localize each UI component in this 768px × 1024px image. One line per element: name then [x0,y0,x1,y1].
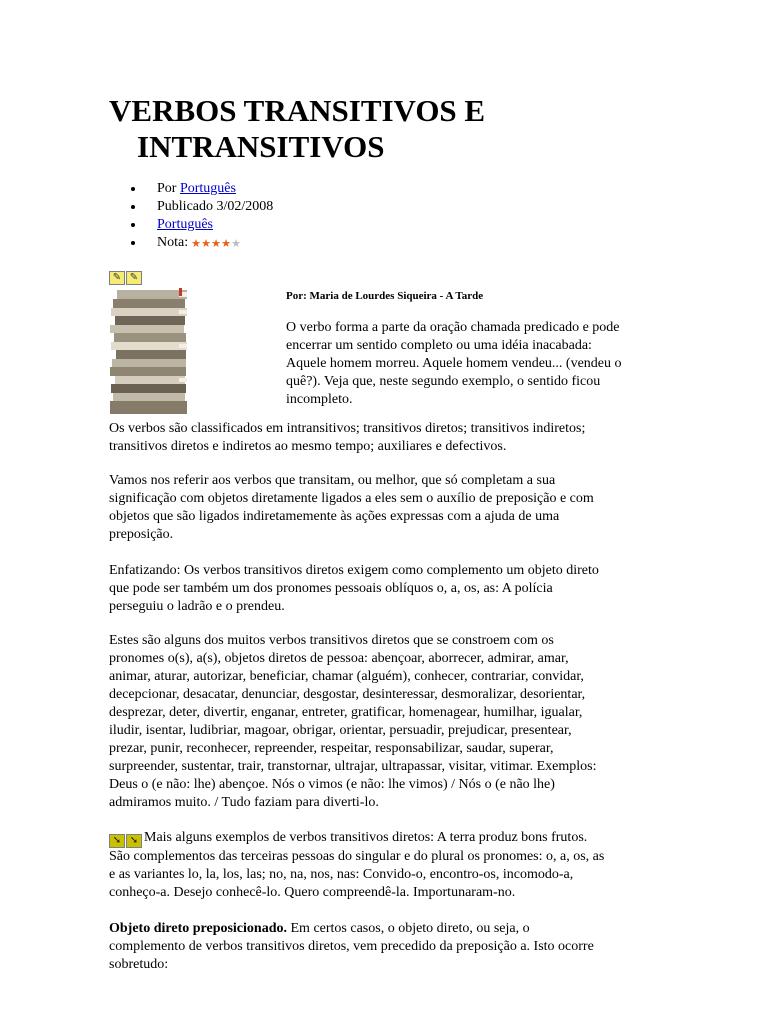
article-meta [109,180,273,252]
text-line: O verbo forma a parte da oração chamada predicado e pode [286,320,620,335]
text-line: encerrar um sentido completo ou uma idéia inacabada: [286,338,592,353]
text-line: incompleto. [286,392,353,407]
text-line: preposição. [109,527,174,542]
meta-published: Publicado 3/02/2008 [109,198,273,216]
arrow-icon[interactable]: ➘ [109,834,125,848]
section-heading: Objeto direto preposicionado. [109,921,287,936]
paragraph-verb-list [109,632,669,812]
meta-rating [109,234,273,252]
arrow-icon[interactable]: ➘ [126,834,142,848]
title-line-1: VERBOS TRANSITIVOS E [109,93,486,128]
rating-label: Nota: [157,235,189,250]
pencil-icon[interactable]: ✎ [109,271,125,285]
paragraph-prepositioned [109,920,669,974]
text-line: significação com objetos diretamente ligados a eles sem o auxílio de preposição e com [109,491,594,506]
star-filled-icon[interactable]: ★ [221,238,231,250]
text-line: e as variantes lo, la, los, las; no, na, nos, nas: Convido-o, encontro-os, incomodo-a, [109,867,574,882]
text-line: Vamos nos referir aos verbos que transitam, ou melhor, que só completam a sua [109,473,556,488]
text-line: Enfatizando: Os verbos transitivos diretos exigem como complemento um objeto direto [109,563,599,578]
byline: Por: Maria de Lourdes Siqueira - A Tarde [286,290,484,302]
books-stack-image [109,288,251,416]
paragraph-classification [109,420,669,456]
text-line: Os verbos são classificados em intransitivos; transitivos diretos; transitivos indiretos; [109,421,586,436]
text-line: Deus o (e não: lhe) abençoe. Nós o vimos (e não: lhe vimos) / Nós o (e não lhe) [109,777,555,792]
text-line: surpreender, sustentar, trair, transtornar, ultrajar, ultrapassar, visitar, vitimar. Exemplos: [109,759,597,774]
meta-author [109,180,273,198]
text-line: transitivos diretos e indiretos ao mesmo tempo; auxiliares e defectivos. [109,439,507,454]
star-filled-icon[interactable]: ★ [191,238,201,250]
text-line: conheço-a. Desejo conhecê-lo. Quero compreendê-la. Importunaram-no. [109,885,516,900]
meta-category [109,216,273,234]
paragraph-emphasis [109,562,669,616]
text-line: São complementos das terceiras pessoas do singular e do plural os pronomes: o, a, os, as [109,849,605,864]
paragraph-transit [109,472,669,544]
star-filled-icon[interactable]: ★ [201,238,211,250]
text-line: desprezar, deter, divertir, enganar, entreter, gratificar, homenagear, humilhar, igualar, [109,705,583,720]
text-line: objetos que são ligados indiretamemente às ações expressas com a ajuda de uma [109,509,560,524]
text-line: Estes são alguns dos muitos verbos transitivos diretos que se constroem com os [109,633,554,648]
category-link[interactable]: Português [157,217,213,232]
text-line: animar, aturar, autorizar, beneficiar, chamar (alguém), conhecer, contrariar, convidar, [109,669,584,684]
pencil-icon[interactable]: ✎ [126,271,142,285]
star-empty-icon[interactable]: ★ [231,238,241,250]
author-prefix: Por [157,181,180,196]
text-line: iludir, isentar, ludibriar, magoar, obrigar, orientar, persuadir, prejudicar, presentear, [109,723,572,738]
text-line: que pode ser também um dos pronomes pessoais oblíquos o, a, os, as: A polícia [109,581,553,596]
text-line: Aquele homem morreu. Aquele homem vendeu... (vendeu o [286,356,622,371]
paragraph-examples [109,829,669,902]
text-line: perseguiu o ladrão e o prendeu. [109,599,285,614]
text-line: pronomes o(s), a(s), objetos diretos de pessoa: abençoar, aborrecer, admirar, amar, [109,651,569,666]
star-filled-icon[interactable]: ★ [211,238,221,250]
article-title [109,93,657,165]
example-icons [109,834,142,848]
text-line: prezar, punir, reconhecer, repreender, respeitar, responsabilizar, saudar, superar, [109,741,554,756]
title-line-2: INTRANSITIVOS [137,129,385,164]
rating-stars[interactable] [191,235,241,253]
text-line: ➘ ➘ Mais alguns exemplos de verbos transitivos diretos: A terra produz bons frutos. [109,829,669,848]
paragraph-intro [286,319,666,409]
text-line: quê?). Veja que, neste segundo exemplo, o sentido ficou [286,374,601,389]
text-line: Objeto direto preposicionado. Em certos casos, o objeto direto, ou seja, o [109,921,530,936]
text-line: complemento de verbos transitivos diretos, vem precedido da preposição a. Isto ocorre [109,939,594,954]
text-line: decepcionar, desacatar, denunciar, desgostar, desinteressar, desmoralizar, desorientar, [109,687,586,702]
author-link[interactable]: Português [179,181,236,196]
edit-icons [109,271,142,285]
text-line: sobretudo: [109,957,169,972]
text-line: admiramos muito. / Tudo faziam para diverti-lo. [109,795,379,810]
